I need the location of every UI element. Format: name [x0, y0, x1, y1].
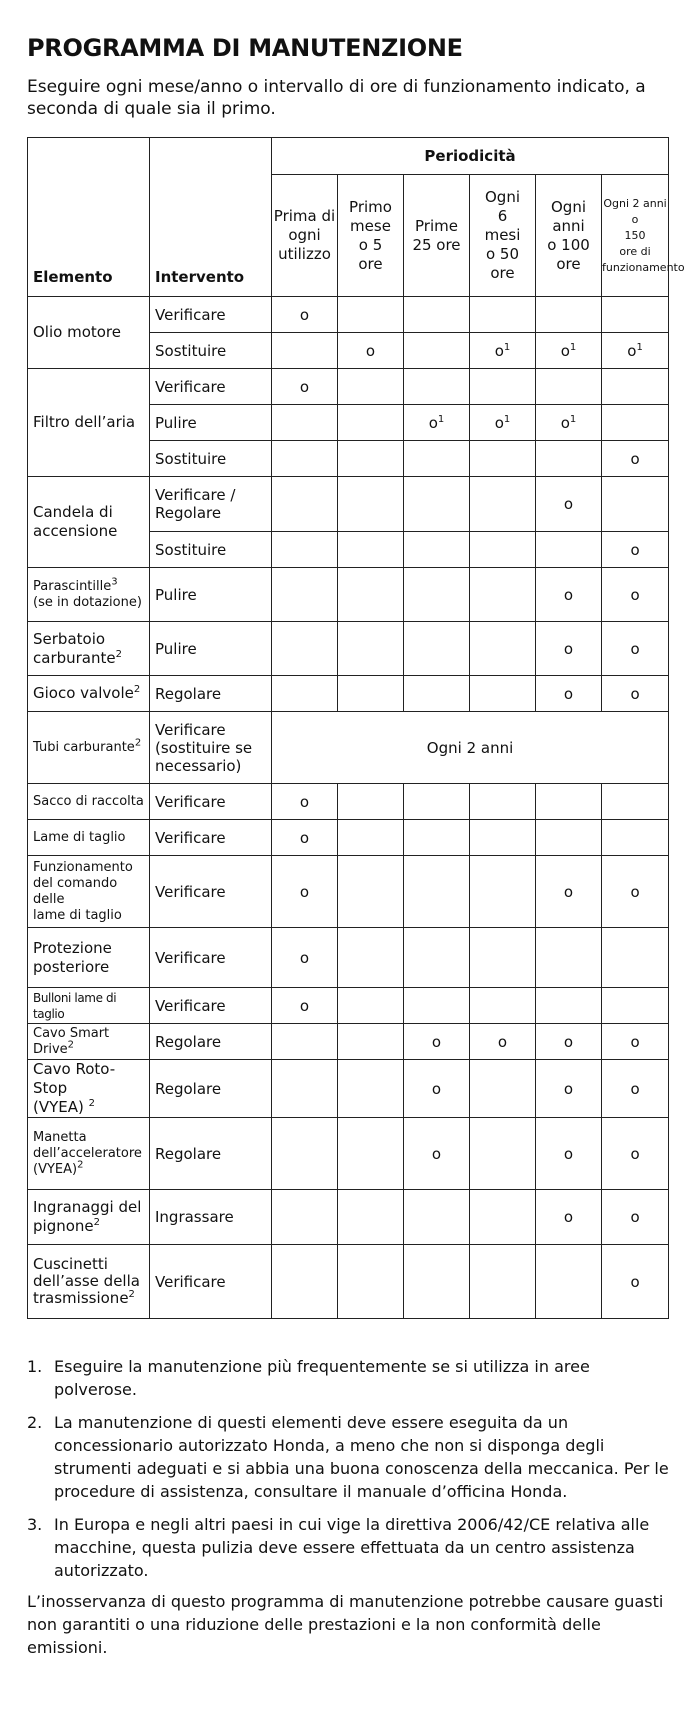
- period-header-6-mesi: Ogni 6 mesi o 50 ore: [470, 175, 536, 297]
- action-cell: Sostituire: [150, 441, 272, 477]
- action-cell: Ingrassare: [150, 1190, 272, 1245]
- element-cavo-smart-drive: Cavo Smart Drive$^2$: [28, 1024, 150, 1060]
- table-row: [28, 820, 669, 856]
- check-mark: o: [272, 369, 338, 405]
- action-cell: Verificare: [150, 988, 272, 1024]
- check-mark: o: [338, 333, 404, 369]
- action-cell: Pulire: [150, 622, 272, 676]
- check-mark-note1: $o^1$: [470, 405, 536, 441]
- table-row: [28, 568, 669, 622]
- table-row: [28, 1060, 669, 1118]
- table-row: [28, 1118, 669, 1190]
- period-header-prima: Prima di ogni utilizzo: [272, 175, 338, 297]
- action-cell: Verificare: [150, 297, 272, 333]
- check-mark: o: [602, 622, 669, 676]
- check-mark: o: [470, 1024, 536, 1060]
- element-protezione-posteriore: Protezione posteriore: [28, 928, 150, 988]
- check-mark: o: [272, 297, 338, 333]
- header-elemento: Elemento: [28, 138, 150, 297]
- header-periodicita: Periodicità: [272, 138, 669, 175]
- element-olio-motore: Olio motore: [28, 297, 150, 369]
- check-mark-note1: $o^1$: [404, 405, 470, 441]
- action-cell: Verificare: [150, 1245, 272, 1319]
- check-mark: o: [536, 477, 602, 532]
- action-cell: Pulire: [150, 405, 272, 441]
- check-mark: o: [272, 820, 338, 856]
- check-mark: o: [272, 856, 338, 928]
- element-manetta-acceleratore: Manetta dell’acceleratore (VYEA)$^2$: [28, 1118, 150, 1190]
- check-mark: o: [602, 1118, 669, 1190]
- element-cuscinetti: Cuscinetti dell’asse della trasmissione$^2$: [28, 1245, 150, 1319]
- action-cell: Regolare: [150, 1118, 272, 1190]
- check-mark: o: [602, 1024, 669, 1060]
- check-mark: o: [536, 622, 602, 676]
- period-header-2-anni: Ogni 2 anni o 150 ore di funzionamento: [602, 175, 669, 297]
- page-title: PROGRAMMA DI MANUTENZIONE: [27, 34, 463, 62]
- element-serbatoio: Serbatoio carburante$^2$: [28, 622, 150, 676]
- element-lame-taglio: Lame di taglio: [28, 820, 150, 856]
- element-tubi-carburante: Tubi carburante$^2$: [28, 712, 150, 784]
- action-cell: Verificare (sostituire se necessario): [150, 712, 272, 784]
- footnote-text: Eseguire la manutenzione più frequentemente se si utilizza in aree polverose.: [54, 1357, 590, 1399]
- element-ingranaggi-pignone: Ingranaggi del pignone$^2$: [28, 1190, 150, 1245]
- footnote-text: In Europa e negli altri paesi in cui vige la direttiva 2006/42/CE relativa alle macchine, questa pulizia deve essere effettuata da un centro assistenza autorizzato.: [54, 1515, 650, 1580]
- footnote: [27, 1355, 675, 1401]
- action-cell: Sostituire: [150, 333, 272, 369]
- intro-text: Eseguire ogni mese/anno o intervallo di ore di funzionamento indicato, a seconda di quale sia il primo.: [27, 77, 646, 119]
- check-mark: o: [602, 568, 669, 622]
- table-row: [28, 1190, 669, 1245]
- table-row: [28, 676, 669, 712]
- check-mark: o: [602, 1190, 669, 1245]
- footnote: [27, 1411, 675, 1503]
- table-row: [28, 712, 669, 784]
- check-mark: o: [536, 856, 602, 928]
- table-row: [28, 928, 669, 988]
- element-sacco-raccolta: Sacco di raccolta: [28, 784, 150, 820]
- table-row: [28, 297, 669, 333]
- table-row: [28, 856, 669, 928]
- check-mark-note1: $o^1$: [470, 333, 536, 369]
- action-cell: Verificare: [150, 820, 272, 856]
- check-mark-note1: $o^1$: [536, 405, 602, 441]
- check-mark: o: [602, 1060, 669, 1118]
- element-filtro-aria: Filtro dell’aria: [28, 369, 150, 477]
- check-mark: o: [536, 568, 602, 622]
- ogni-2-anni-cell: Ogni 2 anni: [272, 712, 669, 784]
- period-header-primo-mese: Primo mese o 5 ore: [338, 175, 404, 297]
- check-mark-note1: $o^1$: [536, 333, 602, 369]
- table-row: [28, 477, 669, 532]
- header-intervento: Intervento: [150, 138, 272, 297]
- table-row: [28, 784, 669, 820]
- table-row: [28, 1024, 669, 1060]
- table-row: [28, 1245, 669, 1319]
- check-mark: o: [404, 1118, 470, 1190]
- maintenance-table: [27, 137, 685, 1319]
- element-gioco-valvole: Gioco valvole$^2$: [28, 676, 150, 712]
- table-row: [28, 369, 669, 405]
- element-cavo-roto-stop: Cavo Roto-Stop (VYEA) $^2$: [28, 1060, 150, 1118]
- element-parascintille: Parascintille$^3$ (se in dotazione): [28, 568, 150, 622]
- action-cell: Verificare: [150, 928, 272, 988]
- table-row: [28, 622, 669, 676]
- check-mark: o: [602, 856, 669, 928]
- action-cell: Verificare / Regolare: [150, 477, 272, 532]
- element-bulloni: Bulloni lame di taglio: [28, 988, 150, 1024]
- check-mark: o: [602, 1245, 669, 1319]
- footnote-number: 2.: [27, 1413, 43, 1432]
- check-mark-note1: $o^1$: [602, 333, 669, 369]
- action-cell: Verificare: [150, 369, 272, 405]
- footnote-text: La manutenzione di questi elementi deve essere eseguita da un concessionario autorizzato Honda, a meno che non si disponga degli strumenti adeguati e si abbia una buona conoscenza della meccanica. Per le procedure di assistenza, consultare il manuale d’officina Honda.: [54, 1413, 669, 1501]
- element-candela: Candela di accensione: [28, 477, 150, 568]
- period-header-prime-25: Prime 25 ore: [404, 175, 470, 297]
- action-cell: Verificare: [150, 856, 272, 928]
- check-mark: o: [272, 988, 338, 1024]
- action-cell: Sostituire: [150, 532, 272, 568]
- action-cell: Regolare: [150, 676, 272, 712]
- action-cell: Regolare: [150, 1060, 272, 1118]
- action-cell: Pulire: [150, 568, 272, 622]
- period-header-ogni-anni: Ogni anni o 100 ore: [536, 175, 602, 297]
- check-mark: o: [536, 1190, 602, 1245]
- check-mark: o: [602, 441, 669, 477]
- check-mark: o: [536, 1060, 602, 1118]
- footnotes: [27, 1355, 675, 1592]
- table-row: [28, 988, 669, 1024]
- check-mark: o: [536, 676, 602, 712]
- action-cell: Verificare: [150, 784, 272, 820]
- closing-paragraph: L’inosservanza di questo programma di manutenzione potrebbe causare guasti non garantiti o una riduzione delle prestazioni e la non conformità delle emissioni.: [27, 1592, 664, 1657]
- check-mark: o: [272, 928, 338, 988]
- check-mark: o: [602, 532, 669, 568]
- check-mark: o: [272, 784, 338, 820]
- action-cell: Regolare: [150, 1024, 272, 1060]
- footnote: [27, 1513, 675, 1582]
- check-mark: o: [404, 1060, 470, 1118]
- element-funzionamento-comando: Funzionamento del comando delle lame di taglio: [28, 856, 150, 928]
- check-mark: o: [602, 676, 669, 712]
- footnote-number: 1.: [27, 1357, 43, 1376]
- check-mark: o: [536, 1118, 602, 1190]
- check-mark: o: [536, 1024, 602, 1060]
- check-mark: o: [404, 1024, 470, 1060]
- footnote-number: 3.: [27, 1515, 43, 1534]
